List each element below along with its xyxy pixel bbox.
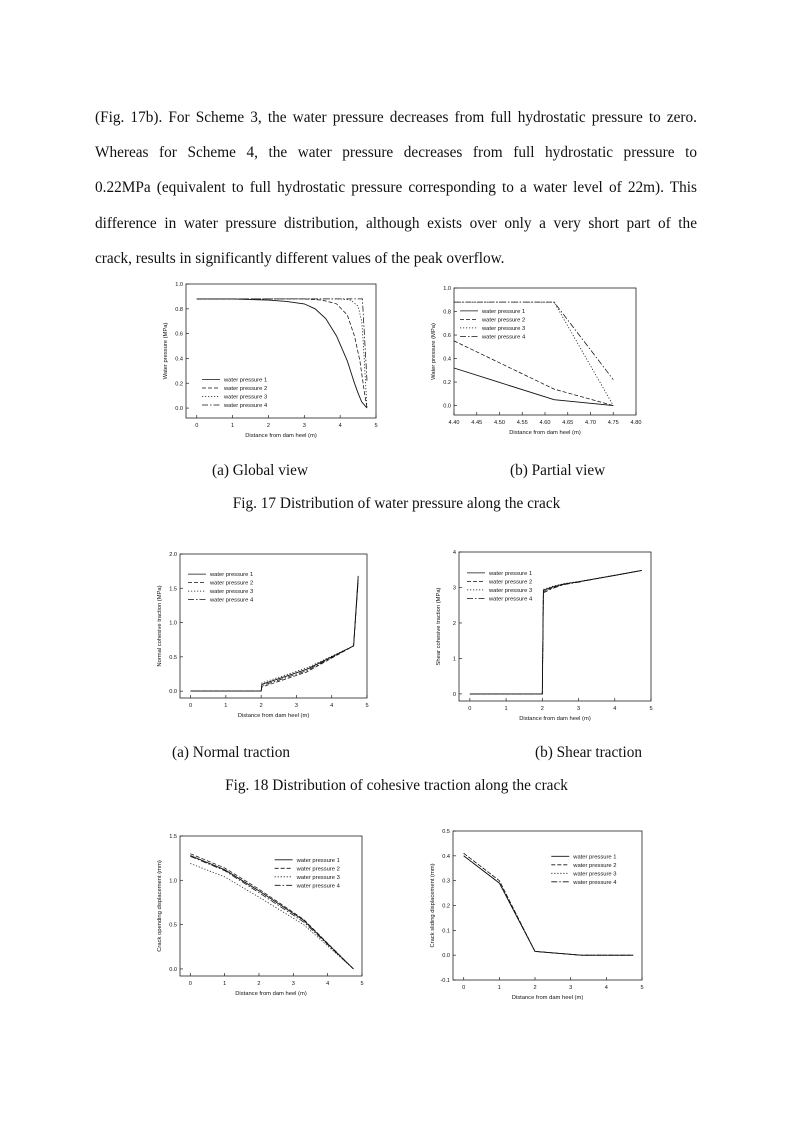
- plot-frame: [186, 284, 376, 418]
- x-tick-label: 0: [468, 706, 472, 712]
- legend-label: water pressure 2: [489, 579, 533, 586]
- x-tick-label: 3: [302, 423, 306, 429]
- legend-label: water pressure 2: [296, 866, 340, 873]
- y-tick-label: 0.2: [175, 381, 183, 388]
- legend-label: water pressure 3: [489, 587, 533, 594]
- legend-label: water pressure 3: [224, 394, 268, 401]
- plot-frame: [454, 288, 636, 415]
- y-tick-label: 2: [452, 620, 456, 627]
- x-axis-label: Distance from dam heel (m): [511, 995, 584, 1001]
- y-tick-label: 0.6: [443, 333, 451, 340]
- x-tick-label: 4.45: [471, 420, 483, 426]
- legend-label: water pressure 3: [482, 325, 526, 332]
- x-tick-label: 4.70: [585, 420, 596, 426]
- legend-label: water pressure 1: [489, 570, 533, 577]
- y-tick-label: 2.0: [169, 552, 177, 558]
- fig18-subcaption-a: (a) Normal traction: [172, 744, 291, 761]
- x-axis-label: Distance from dam heel (m): [235, 991, 307, 997]
- chart-fig18b: [425, 542, 660, 726]
- y-tick-label: 0.4: [175, 356, 183, 363]
- paragraph-line: (Fig. 17b). For Scheme 3, the water pressure decreases from full hydrostatic pressure to zero.: [95, 109, 697, 126]
- x-tick-label: 4.40: [448, 420, 460, 426]
- fig18-caption: Fig. 18 Distribution of cohesive traction along the crack: [225, 777, 568, 794]
- y-axis-label: Crack opending displacement (mm): [157, 860, 163, 952]
- legend-label: water pressure 4: [489, 596, 533, 603]
- x-tick-label: 3: [294, 703, 298, 709]
- body-paragraph: [95, 100, 697, 276]
- legend-label: water pressure 4: [573, 879, 617, 886]
- x-tick-label: 4.80: [630, 420, 642, 426]
- y-tick-label: 1.0: [443, 286, 451, 292]
- y-tick-label: 0.3: [442, 878, 450, 885]
- series-line-3: [197, 299, 367, 408]
- legend-label: water pressure 2: [573, 862, 617, 869]
- x-tick-label: 4.50: [494, 420, 505, 426]
- x-tick-label: 4.75: [607, 420, 619, 426]
- y-tick-label: 0.8: [175, 306, 183, 313]
- y-tick-label: 0.2: [442, 903, 450, 910]
- y-axis-label: Normal cohesive traction (MPa): [157, 585, 163, 667]
- x-tick-label: 2: [257, 981, 261, 987]
- y-tick-label: 0.6: [175, 331, 183, 338]
- y-axis-label: Water pressure (MPa): [163, 322, 169, 380]
- x-tick-label: 5: [360, 981, 364, 987]
- x-tick-label: 0: [189, 703, 193, 709]
- x-tick-label: 3: [576, 706, 581, 712]
- y-tick-label: 1.0: [169, 620, 177, 627]
- x-axis-label: Distance from dam heel (m): [245, 433, 317, 439]
- x-tick-label: 2: [533, 985, 537, 991]
- series-line-1: [190, 856, 353, 969]
- series-line-1: [197, 299, 367, 408]
- x-tick-label: 0: [195, 423, 199, 429]
- x-tick-label: 4.55: [516, 420, 528, 426]
- x-tick-label: 4: [604, 985, 608, 991]
- y-tick-label: 4: [452, 550, 456, 556]
- y-tick-label: 0.5: [169, 654, 177, 661]
- x-tick-label: 1: [224, 703, 228, 709]
- x-tick-label: 4: [338, 423, 342, 429]
- fig17-subcaption-a: (a) Global view: [212, 462, 308, 479]
- x-tick-label: 1: [231, 423, 235, 429]
- x-axis-label: Distance from dam heel (m): [509, 430, 581, 436]
- legend-label: water pressure 1: [296, 857, 340, 864]
- legend-label: water pressure 3: [296, 874, 340, 881]
- legend-label: water pressure 1: [210, 572, 254, 579]
- x-tick-label: 4: [330, 703, 334, 709]
- y-tick-label: 1.5: [169, 586, 177, 593]
- x-tick-label: 5: [649, 706, 653, 712]
- x-tick-label: 3: [291, 981, 295, 987]
- y-tick-label: 1.5: [169, 834, 177, 840]
- series-line-4: [197, 299, 367, 381]
- x-tick-label: 5: [640, 985, 644, 991]
- x-tick-label: 2: [540, 706, 544, 712]
- y-tick-label: 0: [452, 691, 456, 698]
- fig17-subcaption-b: (b) Partial view: [510, 462, 606, 479]
- y-tick-label: 0.0: [175, 406, 183, 413]
- y-tick-label: 0.0: [169, 966, 177, 973]
- y-tick-label: 0.5: [442, 829, 450, 835]
- x-tick-label: 4: [613, 706, 617, 712]
- chart-fig17b: [420, 282, 645, 450]
- plot-frame: [180, 554, 367, 698]
- legend-label: water pressure 1: [482, 308, 526, 315]
- y-axis-label: Shear cohesive traction (MPa): [436, 587, 442, 666]
- y-tick-label: 0.0: [442, 953, 450, 960]
- legend-label: water pressure 3: [573, 871, 617, 878]
- x-axis-label: Distance from dam heel (m): [519, 716, 591, 722]
- paragraph-line: difference in water pressure distribution, although exists over only a very short part of the: [95, 214, 697, 232]
- y-axis-label: Water pressure (MPa): [431, 323, 437, 380]
- y-tick-label: 0.0: [169, 689, 177, 696]
- x-tick-label: 4.65: [562, 420, 574, 426]
- x-tick-label: 2: [266, 423, 271, 429]
- y-tick-label: -0.1: [440, 978, 450, 984]
- x-tick-label: 5: [365, 703, 369, 709]
- series-line-3: [454, 302, 613, 406]
- y-tick-label: 0.8: [443, 309, 451, 316]
- legend-label: water pressure 2: [482, 317, 526, 324]
- x-tick-label: 0: [188, 981, 192, 987]
- y-tick-label: 0.4: [443, 356, 451, 363]
- x-tick-label: 0: [462, 985, 466, 991]
- x-tick-label: 5: [374, 423, 378, 429]
- chart-fig19a: [140, 830, 372, 1008]
- y-tick-label: 0.5: [169, 922, 177, 929]
- y-tick-label: 1.0: [169, 878, 177, 885]
- y-tick-label: 0.2: [443, 380, 451, 387]
- x-tick-label: 1: [497, 985, 501, 991]
- series-line-2: [197, 299, 367, 408]
- y-axis-label: Crack sliding displacement (mm): [430, 863, 436, 948]
- x-tick-label: 1: [504, 706, 508, 712]
- x-axis-label: Distance from dam heel (m): [237, 713, 310, 719]
- chart-fig19b: [410, 825, 650, 1008]
- y-tick-label: 0.0: [443, 403, 451, 410]
- y-tick-label: 0.1: [442, 928, 450, 935]
- legend-label: water pressure 4: [482, 334, 526, 341]
- legend-label: water pressure 3: [210, 589, 254, 596]
- fig17-caption: Fig. 17 Distribution of water pressure along the crack: [232, 495, 561, 512]
- chart-fig17a: [160, 278, 390, 450]
- x-tick-label: 4: [326, 981, 330, 987]
- paragraph-line: 0.22MPa (equivalent to full hydrostatic pressure corresponding to a water level of 22m). This: [95, 179, 697, 197]
- y-tick-label: 1: [452, 656, 456, 663]
- x-tick-label: 1: [223, 981, 227, 987]
- paragraph-line: crack, results in significantly different values of the peak overflow.: [95, 249, 505, 267]
- y-tick-label: 1.0: [175, 282, 183, 288]
- paragraph-line: Whereas for Scheme 4, the water pressure decreases from full hydrostatic pressure to: [95, 144, 697, 162]
- series-line-1: [454, 368, 613, 406]
- legend-label: water pressure 2: [224, 386, 268, 392]
- series-line-4: [190, 856, 353, 969]
- legend-label: water pressure 1: [573, 854, 617, 861]
- legend-label: water pressure 4: [210, 597, 254, 604]
- y-tick-label: 3: [452, 585, 456, 592]
- legend-label: water pressure 4: [296, 883, 340, 890]
- series-line-4: [454, 302, 613, 380]
- chart-fig18a: [140, 546, 380, 726]
- x-tick-label: 3: [569, 985, 573, 991]
- fig18-subcaption-b: (b) Shear traction: [535, 744, 643, 761]
- y-tick-label: 0.4: [442, 853, 450, 860]
- x-tick-label: 2: [259, 703, 263, 709]
- x-tick-label: 4.60: [539, 420, 551, 426]
- series-line-2: [454, 341, 613, 406]
- legend-label: water pressure 1: [224, 377, 268, 384]
- legend-label: water pressure 2: [210, 580, 254, 587]
- legend-label: water pressure 4: [224, 403, 268, 409]
